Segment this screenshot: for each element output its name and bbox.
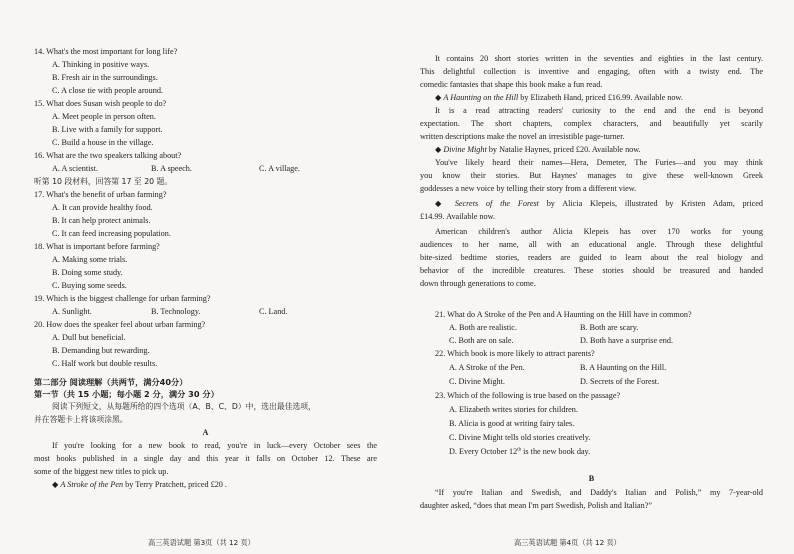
question-17: 17. What's the benefit of urban farming? [34,190,167,199]
option-16b: B. A speech. [151,164,192,173]
page-footer: 高三英语试题 第4页（共 12 页） [514,538,621,547]
option-16c: C. A village. [259,164,300,173]
option-14a: A. Thinking in positive ways. [52,60,150,69]
option-23c: C. Divine Might tells old stories creatively. [449,433,591,442]
option-14b: B. Fresh air in the surroundings. [52,73,158,82]
book-title: A Stroke of the Pen [60,480,124,489]
option-16a: A. A scientist. [52,164,98,173]
book-title: Secrets of the Forest [454,199,539,208]
option-18a: A. Making some trials. [52,255,128,264]
instructions-line-2: 并在答题卡上将该项涂黑。 [34,415,128,424]
option-22d: D. Secrets of the Forest. [580,377,660,386]
book4-paragraph-line: audiences to her name, all with an educational angle. Through these delightful [420,240,763,249]
option-17b: B. It can help protect animals. [52,216,151,225]
book4-price: £14.99. Available now. [420,212,496,221]
passage-b-line: “If you're Italian and Swedish, and Daddy's Italian and Polish,” my 7-year-old [435,488,763,497]
right-page [397,0,794,554]
book1-paragraph-line: This delightful collection is inventive and engaging, often with a twisty end. The [420,67,763,76]
option-21d: D. Both have a surprise end. [580,336,673,345]
option-19a: A. Sunlight. [52,307,92,316]
book1-paragraph-line: It contains 20 short stories written in the seventies and eighties in the last century. [435,54,763,63]
page-footer: 高三英语试题 第3页（共 12 页） [148,538,255,547]
option-23a: A. Elizabeth writes stories for children. [449,405,578,414]
book1-paragraph-line: comedic fantasies that shape this book make a fun read. [420,80,603,89]
book4-paragraph-line: down through generations to come. [420,279,536,288]
bullet-diamond-icon: ◆ [52,480,59,489]
book-entry-4 [435,199,763,209]
book-entry-3 [435,145,641,155]
option-19b: B. Technology. [151,307,201,316]
passage-a-line: some of the biggest new titles to pick up. [34,467,169,476]
question-18: 18. What is important before farming? [34,242,160,251]
bullet-diamond-icon: ◆ [435,93,442,102]
book4-paragraph-line: American children's author Alicia Klepeis has over 170 works for young [435,227,763,236]
question-22: 22. Which book is more likely to attract parents? [435,349,595,358]
option-23d: D. Every October 12th is the new book day. [449,447,591,456]
book2-paragraph-line: expectation. The short chapters, complex characters, and beautifully yet scarily [420,119,763,128]
option-20b: B. Demanding but rewarding. [52,346,150,355]
option-14c: C. A close tie with people around. [52,86,163,95]
question-16: 16. What are the two speakers talking about? [34,151,182,160]
option-20c: C. Half work but double results. [52,359,158,368]
option-22b: B. A Haunting on the Hill. [580,363,667,372]
passage-a-line: most books published in a single day and this year it falls on October 12. These are [34,454,377,463]
section1-heading: 第一节（共 15 小题；每小题 2 分，满分 30 分） [34,389,219,399]
passage-a-label: A [202,428,209,437]
book-title: A Haunting on the Hill [443,93,519,102]
option-21a: A. Both are realistic. [449,323,517,332]
option-18c: C. Buying some seeds. [52,281,127,290]
instructions-line-1: 阅读下列短文，从每题所给的四个选项（A、B、C、D）中，选出最佳选项， [52,402,316,411]
passage-b-label: B [588,474,595,483]
book4-paragraph-line: bite-sized bedtime stories, readers are guided to learn about the real biology and [420,253,763,262]
option-22c: C. Divine Might. [449,377,505,386]
material-note: 听第 10 段材料，回答第 17 至 20 题。 [34,177,173,186]
option-17a: A. It can provide healthy food. [52,203,153,212]
book-details: by Natalie Haynes, priced £20. Available now. [486,145,641,154]
question-23: 23. Which of the following is true based on the passage? [435,391,621,400]
option-23b: B. Alicia is good at writing fairy tales. [449,419,575,428]
question-14: 14. What's the most important for long life? [34,47,178,56]
option-22a: A. A Stroke of the Pen. [449,363,525,372]
bullet-diamond-icon: ◆ [435,145,442,154]
option-19c: C. Land. [259,307,288,316]
option-20a: A. Dull but beneficial. [52,333,126,342]
book4-paragraph-line: behavior of the incredible creatures. These stories should be treasured and handed [420,266,763,275]
book-details: by Alicia Klepeis, illustrated by Kristen Adam, priced [538,199,764,208]
book3-paragraph-line: You've likely heard their names—Hera, Demeter, The Furies—and you may think [435,158,763,167]
book-title: Divine Might [443,145,487,154]
book2-paragraph-line: It is a read attracting readers' curiosity to the end and the end is beyond [435,106,763,115]
option-18b: B. Doing some study. [52,268,123,277]
question-20: 20. How does the speaker feel about urban farming? [34,320,206,329]
option-17c: C. It can feed increasing population. [52,229,171,238]
option-15a: A. Meet people in person often. [52,112,156,121]
book3-paragraph-line: you know their stories. But Haynes' manages to give these well-known Greek [420,171,763,180]
option-21c: C. Both are on sale. [449,336,514,345]
question-21: 21. What do A Stroke of the Pen and A Haunting on the Hill have in common? [435,310,692,319]
question-15: 15. What does Susan wish people to do? [34,99,167,108]
part2-heading: 第二部分 阅读理解（共两节，满分40分） [34,377,188,387]
book-entry-1 [52,480,227,490]
passage-b-line: daughter asked, “does that mean I'm part Swedish, Polish and Italian?” [420,501,653,510]
book-details: by Terry Pratchett, priced £20 . [123,480,227,489]
bullet-diamond-icon: ◆ [435,199,448,208]
book-entry-2 [435,93,683,103]
option-15c: C. Build a house in the village. [52,138,154,147]
option-21b: B. Both are scary. [580,323,639,332]
book-details: by Elizabeth Hand, priced £16.99. Available now. [518,93,683,102]
option-15b: B. Live with a family for support. [52,125,163,134]
book3-paragraph-line: goddesses a new voice by telling their story from a different view. [420,184,637,193]
book2-paragraph-line: written descriptions make the novel an irresistible page-turner. [420,132,625,141]
passage-a-line: If you're looking for a new book to read, you're in luck—every October sees the [52,441,377,450]
question-19: 19. Which is the biggest challenge for urban farming? [34,294,211,303]
